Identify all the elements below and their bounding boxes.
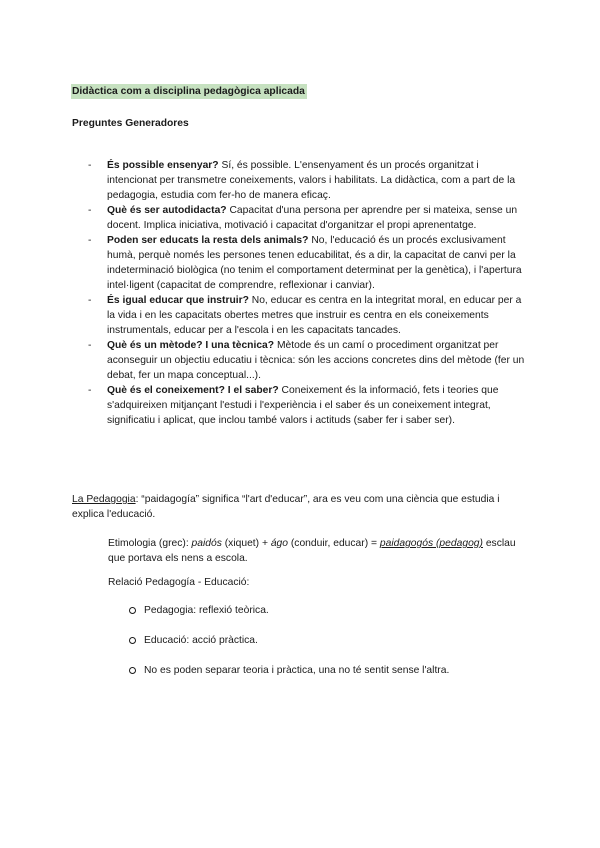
question-item: [88, 203, 528, 233]
etimologia-paragraph: [108, 536, 528, 566]
dash-bullet: -: [88, 235, 92, 246]
question-item: [88, 158, 528, 203]
answer-text: No, educar es centra en la integritat moral, en educar per a la vida i en les capacitats obertes metres que instruir es centra en els coneixements instrumentals, educar per a l'escola i en les capacitats tancades.: [107, 295, 522, 336]
answer-text: Coneixement és la informació, fets i teories que s'adquireixen mitjançant l'estudi i l'experiència i el saber és un coneixement integrat, significatiu i aplicat, que inclou també valors i actituds (saber fer i saber ser).: [107, 385, 499, 426]
relacio-heading: Relació Pedagogía - Educació:: [108, 577, 250, 588]
etym-text-1: (xiquet) +: [221, 538, 271, 549]
question-text: És possible ensenyar?: [107, 160, 219, 171]
dash-bullet: -: [88, 160, 92, 171]
relacio-item-text: No es poden separar teoria i pràctica, una no té sentit sense l'altra.: [144, 665, 450, 676]
question-item: [88, 293, 528, 338]
question-text: Què és ser autodidacta?: [107, 205, 227, 216]
dash-bullet: -: [88, 295, 92, 306]
answer-text: Sí, és possible. L'ensenyament és un procés organitzat i intencionat per transmetre coneixements, valors i habilitats. La didàctica, com a part de la pedagogia, estudia com fer-ho de manera eficaç.: [107, 160, 516, 201]
answer-text: Mètode és un camí o procediment organitzat per aconseguir un objectiu educatiu i tècnica: són les accions concretes dins del mètode (fer un debat, fer un mapa conceptual...).: [107, 340, 525, 381]
question-text: Poden ser educats la resta dels animals?: [107, 235, 309, 246]
circle-bullet-icon: [129, 607, 136, 614]
circle-bullet-icon: [129, 667, 136, 674]
question-text: És igual educar que instruir?: [107, 295, 249, 306]
relacio-item-text: Educació: acció pràctica.: [144, 635, 258, 646]
etym-text-3: esclau que portava els nens a escola.: [108, 538, 516, 564]
relacio-item: [128, 663, 449, 678]
answer-text: No, l'educació és un procés exclusivament humà, perquè només les persones tenen educabilitat, és a dir, la capacitat de canvi per la indeterminació biològica (no tenim el comportament determinat per la genètica), i l'apertura intel·ligent (capacitat de comprendre, reflexionar i canviar).: [107, 235, 522, 291]
answer-text: Capacitat d'una persona per aprendre per si mateixa, sense un docent. Implica iniciativa, motivació i capacitat d'organitzar el propi aprenentatge.: [107, 205, 518, 231]
etym-text-2: (conduir, educar) =: [288, 538, 380, 549]
question-text: Què és un mètode? I una tècnica?: [107, 340, 275, 351]
section-heading: Preguntes Generadores: [72, 118, 189, 129]
etym-lead: Etimologia (grec):: [108, 538, 192, 549]
question-item: [88, 383, 528, 428]
etym-word-ago: ágo: [270, 538, 289, 549]
etym-word-paidagogos: paidagogós (pedagog): [379, 538, 483, 549]
relacio-list: [128, 603, 449, 693]
circle-bullet-icon: [129, 637, 136, 644]
pedagogia-term: La Pedagogia: [72, 494, 136, 505]
relacio-item: [128, 603, 449, 618]
pedagogia-paragraph: [72, 492, 532, 522]
question-text: Què és el coneixement? I el saber?: [107, 385, 279, 396]
relacio-item: [128, 633, 449, 648]
pedagogia-definition: : “paidagogía” significa “l'art d'educar”, ara es veu com una ciència que estudia i explica l'educació.: [72, 494, 500, 520]
dash-bullet: -: [88, 340, 92, 351]
etym-word-paidos: paidós: [191, 538, 222, 549]
relacio-item-text: Pedagogia: reflexió teòrica.: [144, 605, 269, 616]
question-item: [88, 338, 528, 383]
question-item: [88, 233, 528, 293]
dash-bullet: -: [88, 385, 92, 396]
document-title: Didàctica com a disciplina pedagògica aplicada: [72, 86, 305, 97]
dash-bullet: -: [88, 205, 92, 216]
questions-list: [88, 158, 528, 428]
